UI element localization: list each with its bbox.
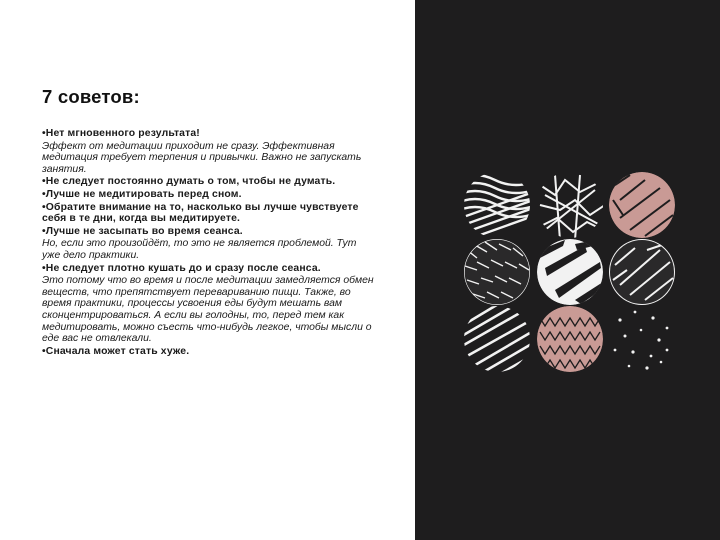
- tip-item: •Сначала может стать хуже.: [42, 345, 190, 357]
- circle-diagonal-stripes: [455, 300, 535, 378]
- artwork-panel: [415, 0, 720, 540]
- tip-item: •Нет мгновенного результата!: [42, 128, 200, 139]
- tips-list: [42, 128, 377, 358]
- tip-item: •Обратите внимание на то, насколько вы лучше чувствуете себя в те дни, когда вы медитируете.: [42, 201, 359, 225]
- tip-detail: Это потому что во время и после медитации замедляется обмен веществ, что препятствует перевариванию пищи. Также, во время практики, процессы усвоения еды будут мешать вам сконцентрироваться. А если вы голодны, то, перед тем как медитировать, можно съесть что-нибудь легкое, чтобы мысли о еде вас не отвлекали.: [42, 275, 374, 345]
- circle-pink-strokes: [609, 172, 675, 238]
- circle-scratch-marks: [609, 239, 675, 305]
- slide-title: 7 советов:: [42, 86, 140, 107]
- dot-constellation: [614, 311, 669, 370]
- tip-item: •Лучше не медитировать перед сном.: [42, 188, 242, 200]
- circle-zebra-stripes: [537, 239, 603, 305]
- tip-detail: Но, если это произойдёт, то это не является проблемой. Тут уже дело практики.: [42, 238, 357, 261]
- patterned-circles-icon: [415, 0, 720, 540]
- circle-pink-zigzag: [537, 306, 603, 372]
- circle-wavy-lines: [455, 175, 539, 244]
- tip-item: •Не следует постоянно думать о том, чтобы не думать.: [42, 176, 336, 188]
- circle-cracked-lines: [540, 175, 605, 240]
- tip-item: •Не следует плотно кушать до и сразу после сеанса.: [42, 262, 321, 274]
- tip-detail: Эффект от медитации приходит не сразу. Эффективная медитация требует терпения и привычки. Важно не запускать занятия.: [42, 140, 362, 175]
- tip-item: •Лучше не засыпать во время сеанса.: [42, 225, 243, 237]
- circle-fur-texture: [464, 239, 530, 305]
